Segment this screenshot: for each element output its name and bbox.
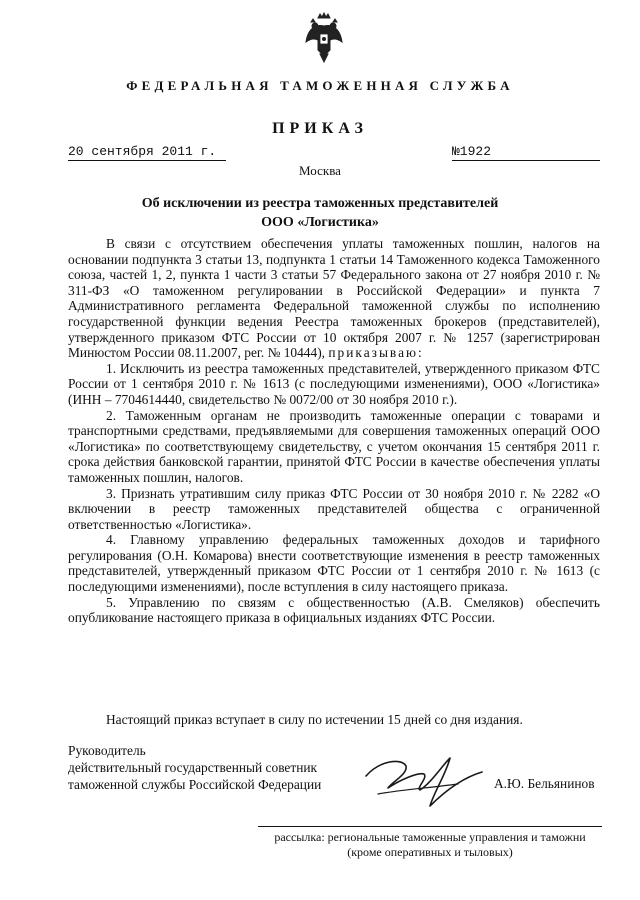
order-date: 20 сентября 2011 г. [68, 144, 226, 161]
distribution-list [258, 830, 602, 860]
order-number: №1922 [452, 144, 600, 161]
distribution-line-1: рассылка: региональные таможенные управления и таможни [274, 830, 586, 844]
title-line-2: ООО «Логистика» [261, 215, 379, 230]
preamble-text: В связи с отсутствием обеспечения уплаты таможенных пошлин, налогов на основании подпункта 3 статьи 13, подпункта 1 статьи 14 Таможенного кодекса Таможенного союза, частей 1, 2, пункта 1 части 3 статьи 57 Федерального закона от 27 ноября 2010 г. № 311-ФЗ «О таможенном регулировании в Российской Федерации» и пункта 7 Административного регламента Федеральной таможенной службы по исполнению государственной функции ведения Реестра таможенных брокеров (представителей), утвержденного приказом ФТС России от 10 октября 2007 г. № 1257 (зарегистрирован Минюстом России 08.11.2007, рег. № 10444), [68, 236, 600, 361]
order-item-4: 4. Главному управлению федеральных таможенных доходов и тарифного регулирования (О.Н. Комарова) внести соответствующие изменения в реестр таможенных представителей, утвержденный приказом ФТС России от 1 сентября 2010 г. № 1613 (с последующими изменениями), после вступления в силу настоящего приказа. [68, 532, 600, 595]
signer-title-line-1: Руководитель [68, 743, 146, 758]
signer-name: А.Ю. Бельянинов [494, 776, 595, 791]
signer-title [68, 742, 321, 793]
order-item-5: 5. Управлению по связям с общественностью (А.В. Смеляков) обеспечить опубликование настоящего приказа в официальных изданиях ФТС России. [68, 594, 600, 626]
preamble-paragraph [68, 236, 600, 361]
order-city: Москва [299, 163, 341, 178]
title-line-1: Об исключении из реестра таможенных представителей [141, 196, 499, 211]
order-keyword: приказываю: [328, 345, 424, 361]
document-body [68, 236, 600, 626]
distribution-divider [258, 826, 602, 827]
order-item-1: 1. Исключить из реестра таможенных представителей, утвержденного приказом ФТС России от 1 сентября 2010 г. № 1613 (с последующими изменениями), ООО «Логистика» (ИНН – 7704614440, свидетельство № 0072/00 от 30 ноября 2010 г.). [68, 360, 600, 407]
signer-title-line-3: таможенной службы Российской Федерации [68, 777, 322, 792]
order-item-3: 3. Признать утратившим силу приказ ФТС России от 30 ноября 2010 г. № 2282 «О включении в реестр таможенных представителей общества с ограниченной ответственностью «Логистика». [68, 485, 600, 532]
russian-coat-of-arms-icon [304, 12, 344, 64]
effective-date-statement: Настоящий приказ вступает в силу по истечении 15 дней со дня издания. [106, 712, 523, 727]
document-title [0, 194, 640, 232]
agency-name: ФЕДЕРАЛЬНАЯ ТАМОЖЕННАЯ СЛУЖБА [126, 78, 514, 93]
handwritten-signature [358, 744, 488, 816]
document-type: ПРИКАЗ [272, 120, 368, 137]
distribution-line-2: (кроме оперативных и тыловых) [347, 845, 513, 859]
order-item-2: 2. Таможенным органам не производить таможенные операции с товарами и транспортными средствами, предъявляемыми для совершения таможенных операций ООО «Логистика» по соответствующему свидетельству, с учетом окончания 15 сентября 2011 г. срока действия банковской гарантии, принятой ФТС России в качестве обеспечения уплаты таможенных пошлин, налогов. [68, 407, 600, 485]
signer-title-line-2: действительный государственный советник [68, 760, 318, 775]
